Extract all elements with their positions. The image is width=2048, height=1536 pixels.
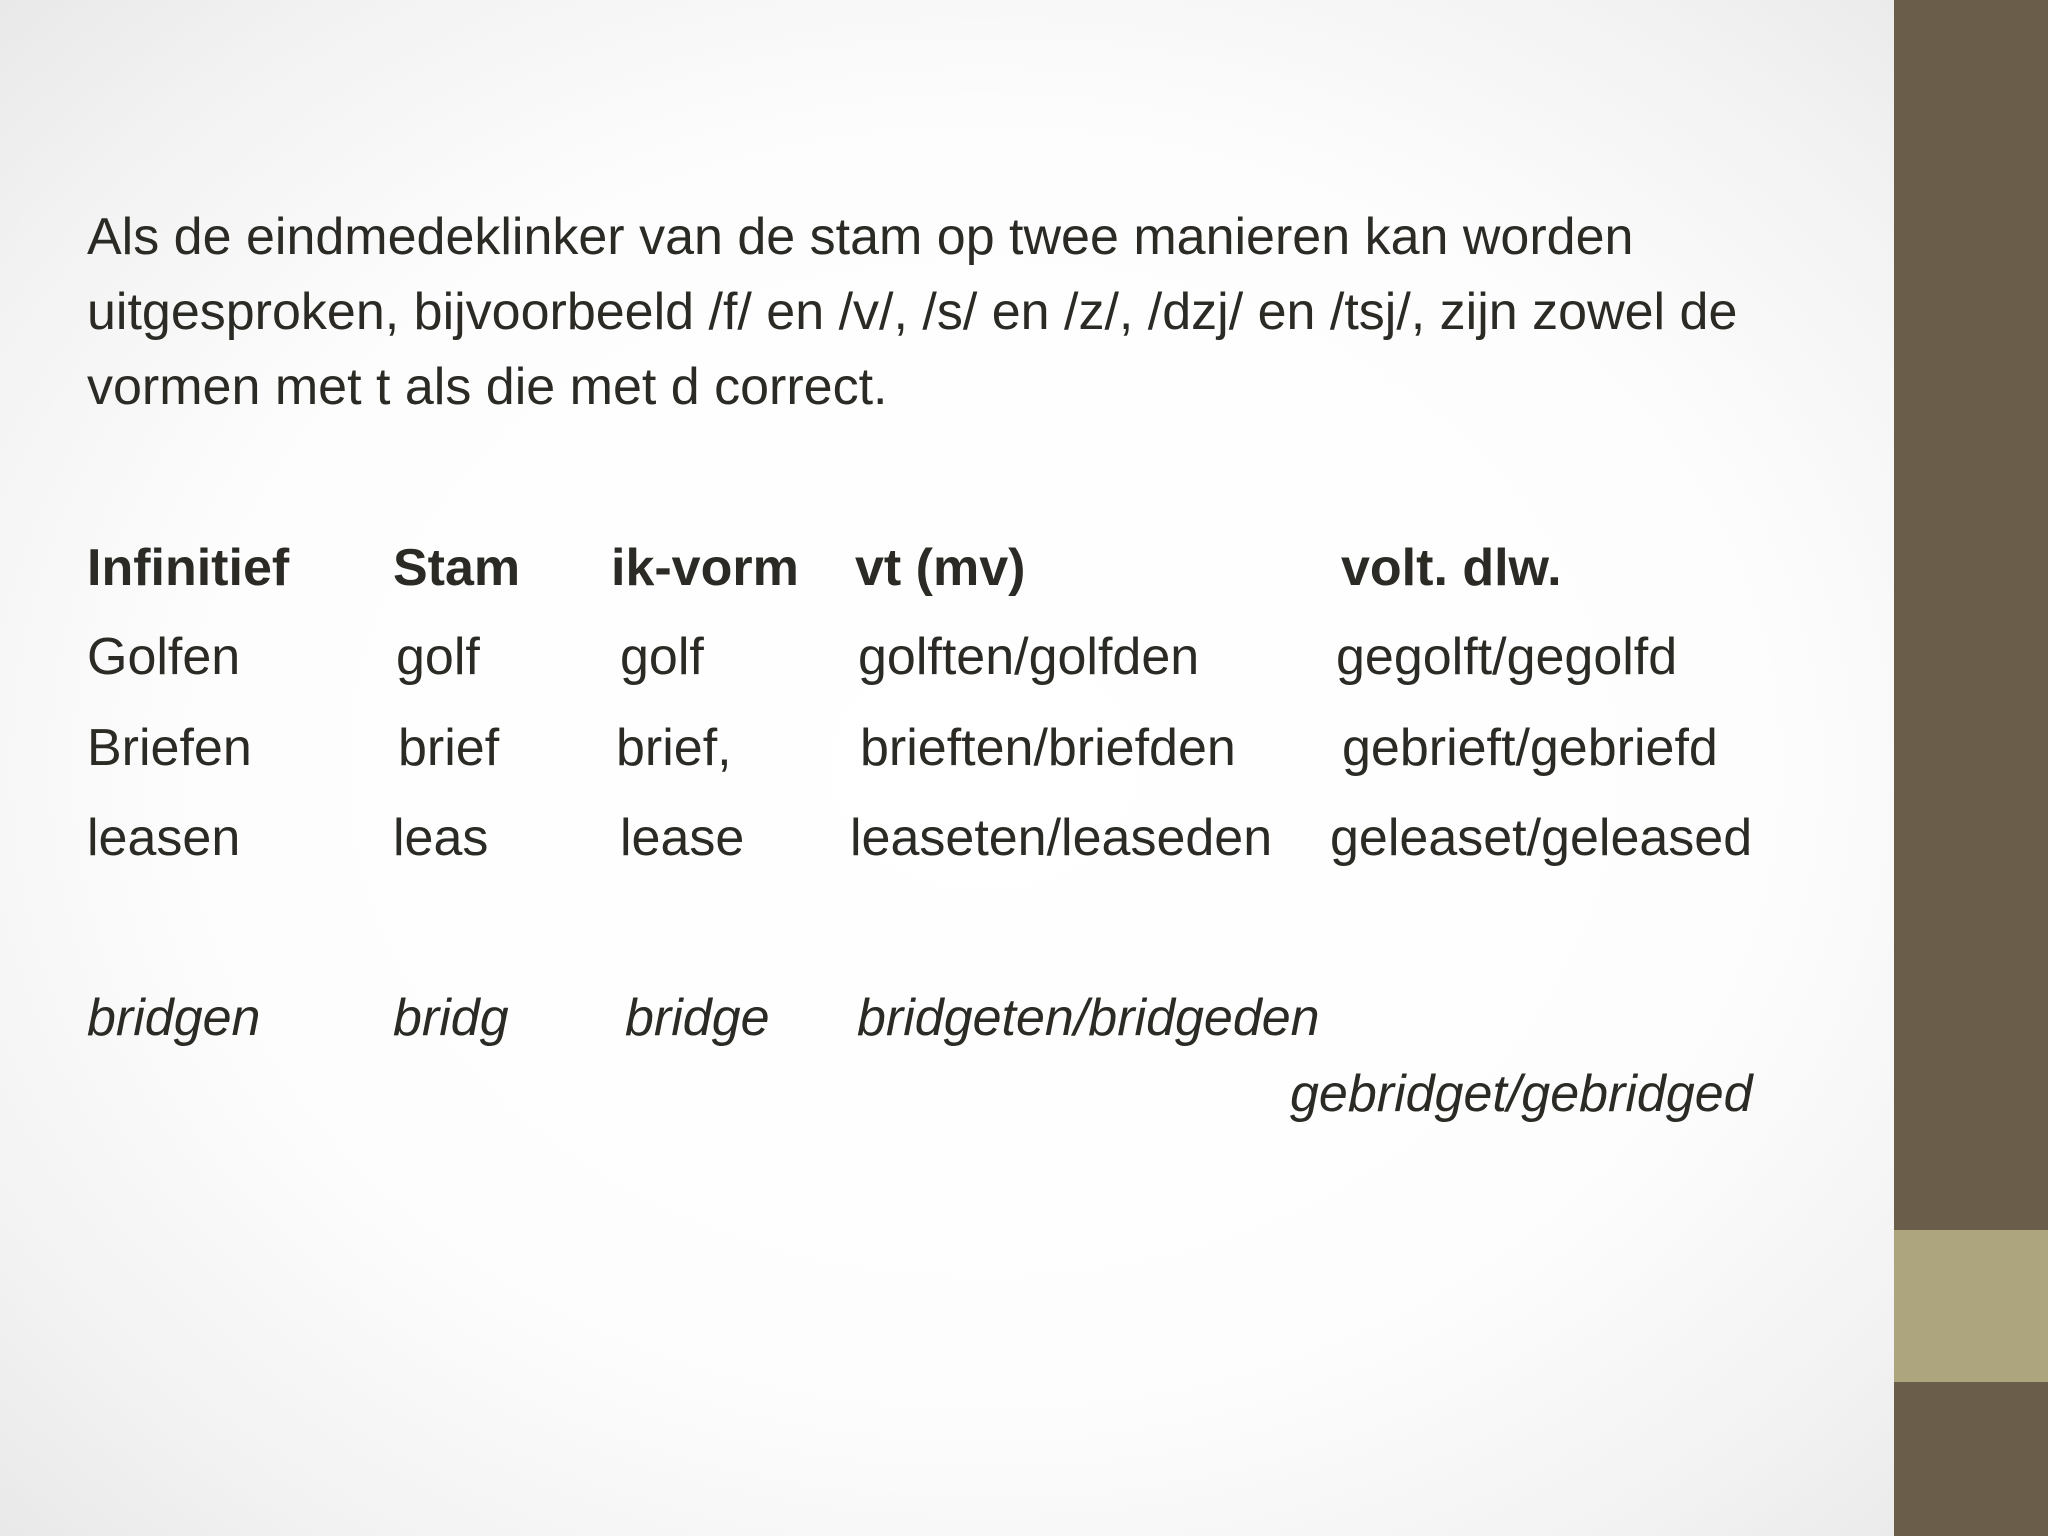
header-stam: Stam <box>393 539 521 597</box>
header-ik-vorm: ik-vorm <box>611 539 799 597</box>
cell-stam: golf <box>396 628 480 686</box>
cell-vt-mv: golften/golfden <box>858 628 1200 686</box>
header-volt-dlw: volt. dlw. <box>1341 539 1562 597</box>
cell-volt-dlw: gebridget/gebridged <box>1290 1065 1753 1123</box>
cell-vt-mv: bridgeten/bridgeden <box>857 989 1320 1047</box>
cell-volt-dlw: geleaset/geleased <box>1330 809 1753 867</box>
cell-ik-vorm: bridge <box>625 989 770 1047</box>
cell-infinitief: Briefen <box>87 719 252 777</box>
cell-ik-vorm: brief, <box>616 719 732 777</box>
cell-stam: brief <box>398 719 500 777</box>
cell-stam: bridg <box>393 989 509 1047</box>
decorative-sidebar-accent <box>1894 1230 2048 1382</box>
cell-volt-dlw: gebrieft/gebriefd <box>1342 719 1718 777</box>
cell-ik-vorm: golf <box>620 628 704 686</box>
body-paragraph: Als de eindmedeklinker van de stam op twee manieren kan worden uitgesproken, bijvoorbeeld /f/ en /v/, /s/ en /z/, /dzj/ en /tsj/, zijn zowel de vormen met t als die met d correct. <box>87 208 1738 416</box>
cell-stam: leas <box>393 809 489 867</box>
header-infinitief: Infinitief <box>87 539 290 597</box>
cell-infinitief: leasen <box>87 809 241 867</box>
cell-infinitief: Golfen <box>87 628 241 686</box>
cell-vt-mv: leaseten/leaseden <box>850 809 1273 867</box>
cell-infinitief: bridgen <box>87 989 261 1047</box>
cell-volt-dlw: gegolft/gegolfd <box>1336 628 1678 686</box>
header-vt-mv: vt (mv) <box>855 539 1026 597</box>
cell-vt-mv: brieften/briefden <box>860 719 1236 777</box>
cell-ik-vorm: lease <box>620 809 745 867</box>
